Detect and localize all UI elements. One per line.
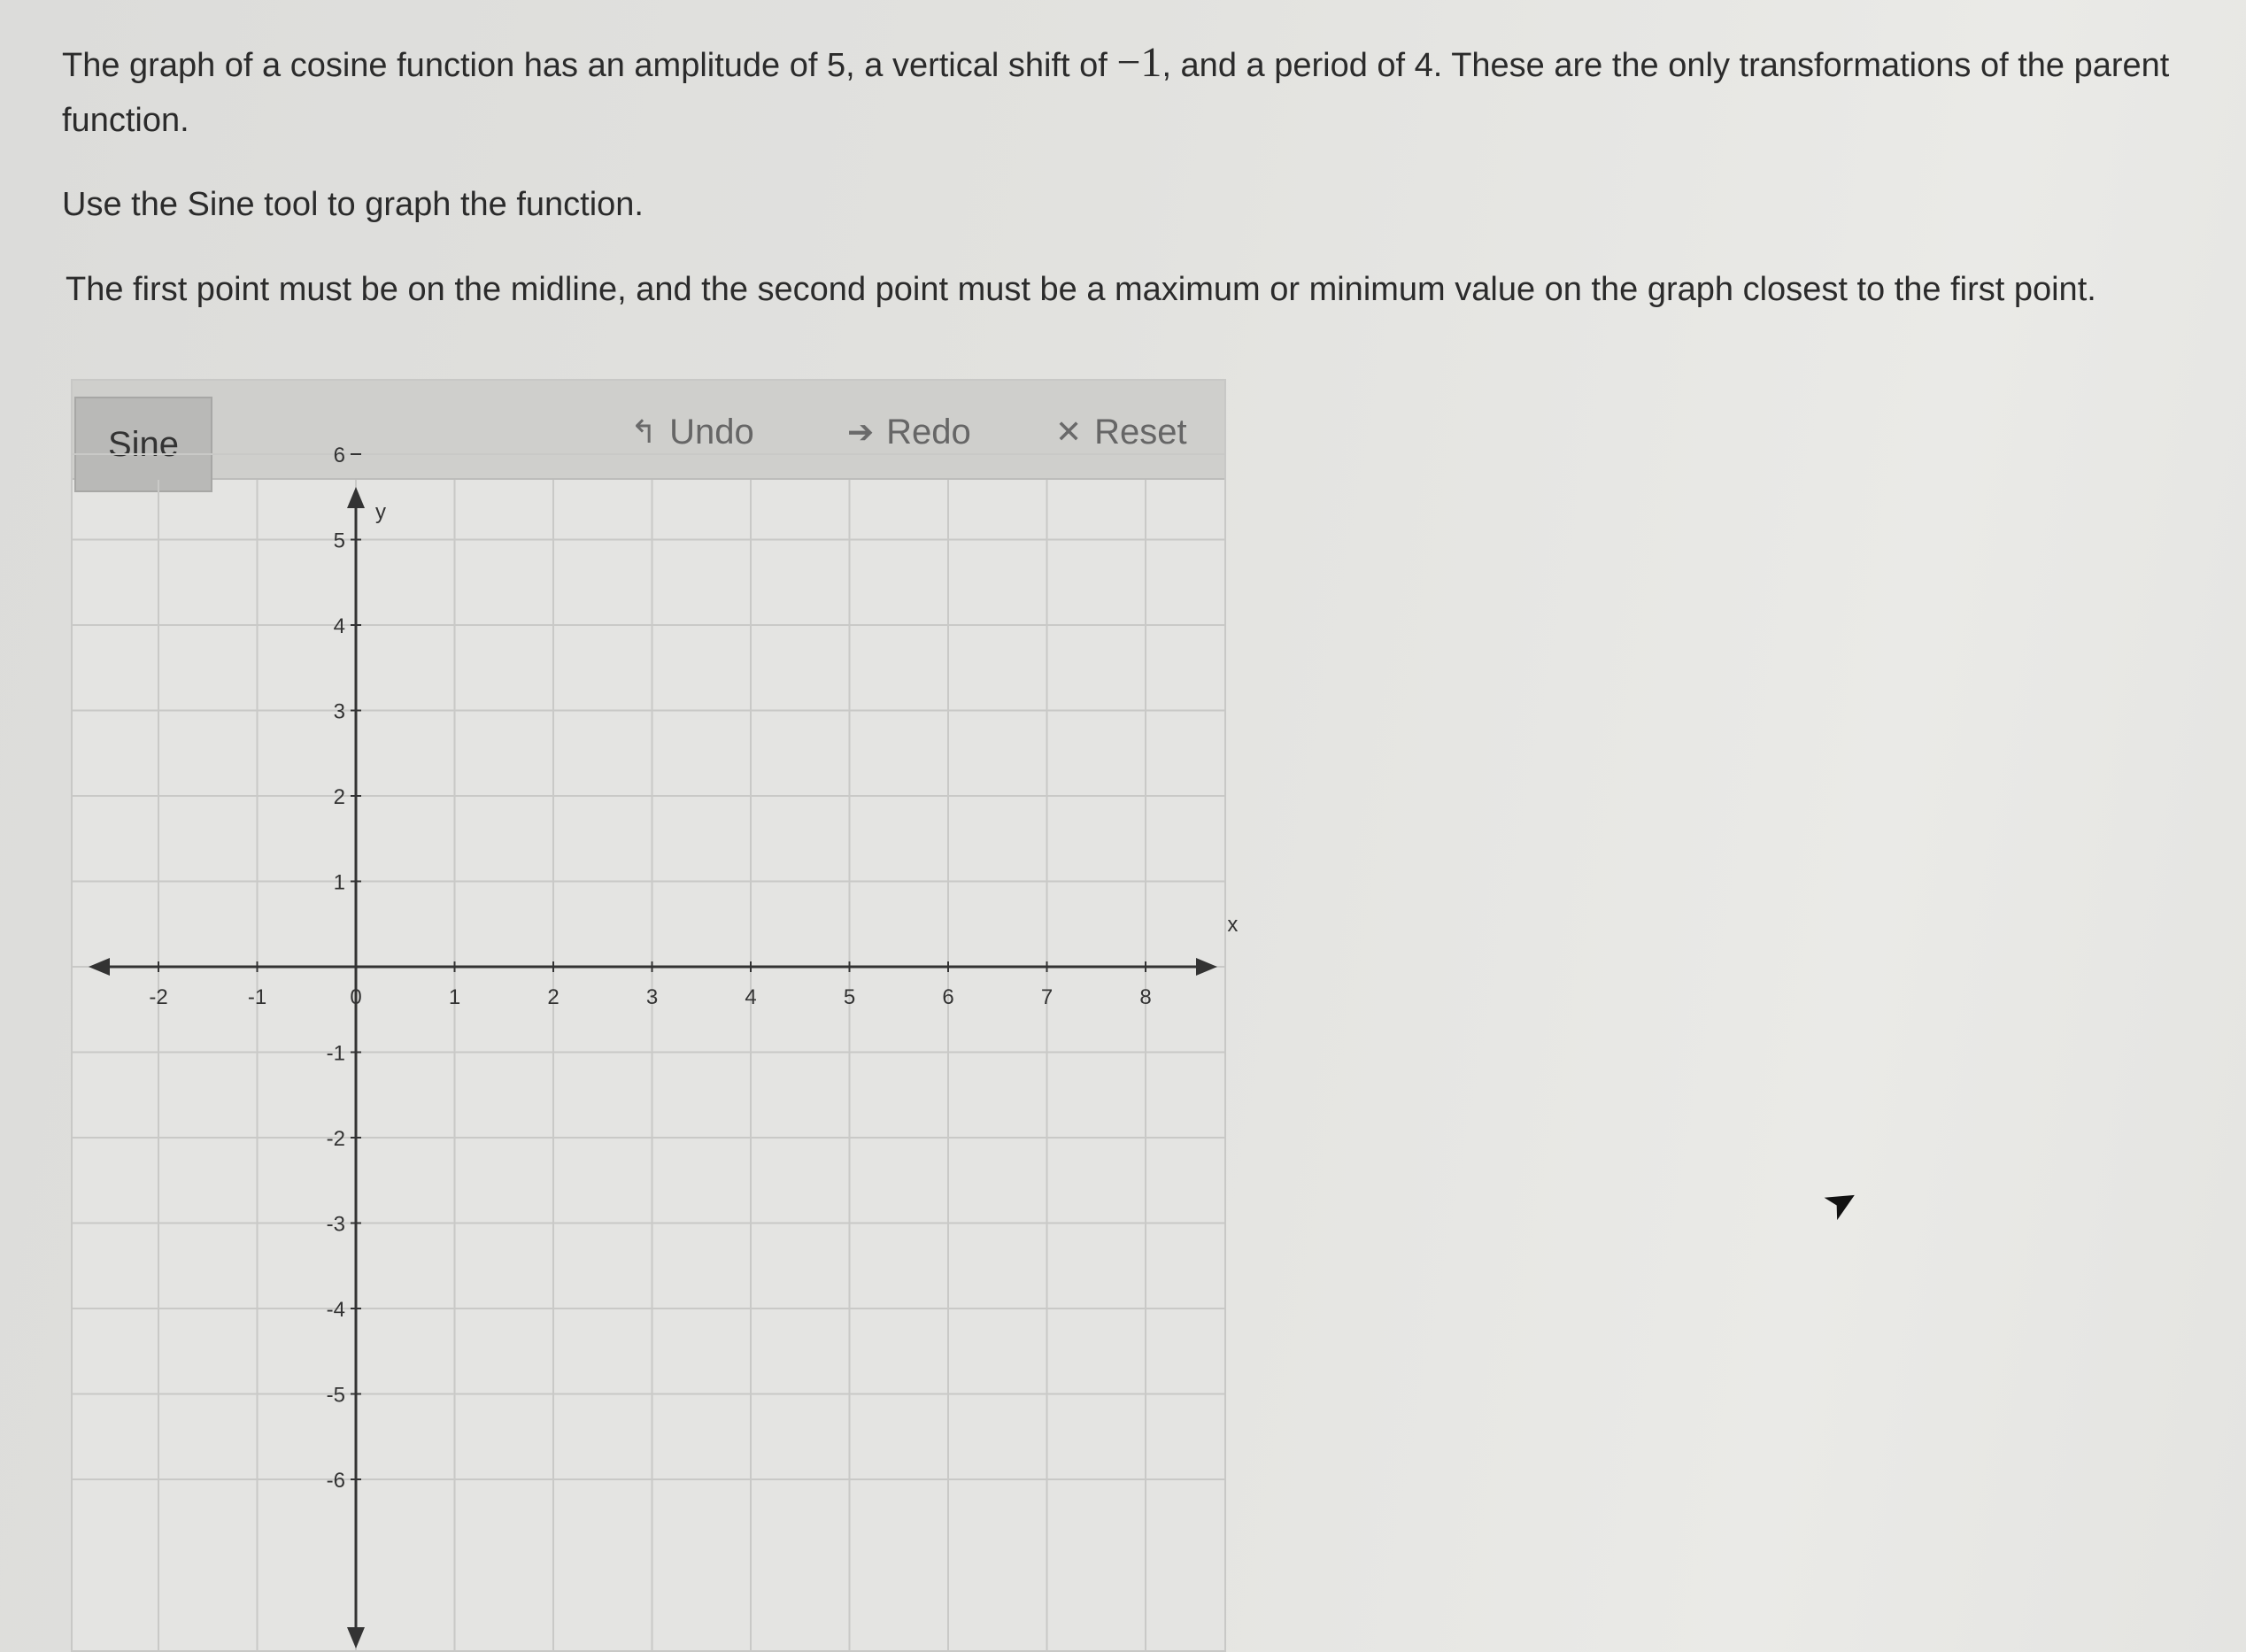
reset-button[interactable] [1055,407,1187,457]
x-tick-label: 0 [350,985,362,1009]
x-axis-label: x [1227,913,1239,937]
y-axis-arrow-down [347,1627,365,1648]
vertical-shift-value: −1 [1116,39,1162,86]
y-tick-label: -4 [326,1298,345,1322]
y-tick-label: 2 [333,785,345,809]
x-tick-label: 6 [942,985,954,1009]
y-tick-label: 3 [333,699,345,724]
x-tick-label: 3 [645,985,659,1009]
y-tick-label: -3 [326,1212,345,1237]
x-tick-label: -1 [247,985,267,1009]
graph-toolbar [73,381,1224,480]
y-tick-label: -6 [326,1469,345,1493]
statement-part-2: , and a period of 4. These are the only transformations of the parent function. [62,47,2170,139]
x-tick-label: -2 [149,985,168,1009]
close-x-icon: ✕ [1055,413,1083,450]
x-tick-label: 2 [547,985,560,1009]
graphing-tool [71,379,1239,1652]
undo-label: Undo [669,412,754,452]
undo-button[interactable] [630,407,754,457]
mouse-cursor-icon: ➤ [1814,1172,1867,1231]
y-axis-label: y [375,500,386,524]
y-axis-arrow-up [347,487,365,508]
x-axis-arrow-right [1196,958,1217,976]
x-tick-label: 1 [448,985,461,1009]
reset-label: Reset [1094,412,1187,452]
y-tick-label: -1 [326,1041,345,1066]
x-tick-label: 5 [843,985,856,1009]
y-tick-label: 4 [333,614,345,638]
instruction-text: Use the Sine tool to graph the function. [62,186,644,223]
redo-arrow-icon: ➔ [847,413,875,450]
redo-button[interactable] [847,407,971,457]
sine-tool-button[interactable] [74,397,212,492]
x-tick-label: 4 [745,985,757,1009]
problem-statement [62,35,2187,148]
statement-part-1: The graph of a cosine function has an amplitude of 5, a vertical shift of [62,47,1117,84]
redo-label: Redo [886,412,971,452]
sine-tool-label: Sine [107,424,180,464]
x-tick-label: 7 [1040,985,1054,1009]
y-tick-label: -2 [326,1127,345,1151]
requirement-text: The first point must be on the midline, and the second point must be a maximum or minimum value on the graph closest to the first point. [66,271,2096,308]
x-tick-label: 8 [1139,985,1152,1009]
y-tick-label: -5 [326,1383,345,1408]
y-tick-label: 6 [333,444,345,467]
x-axis-arrow-left [89,958,110,976]
y-tick-label: 1 [333,870,345,895]
y-tick-label: 5 [333,529,345,553]
undo-arrow-icon: ↰ [630,413,658,450]
